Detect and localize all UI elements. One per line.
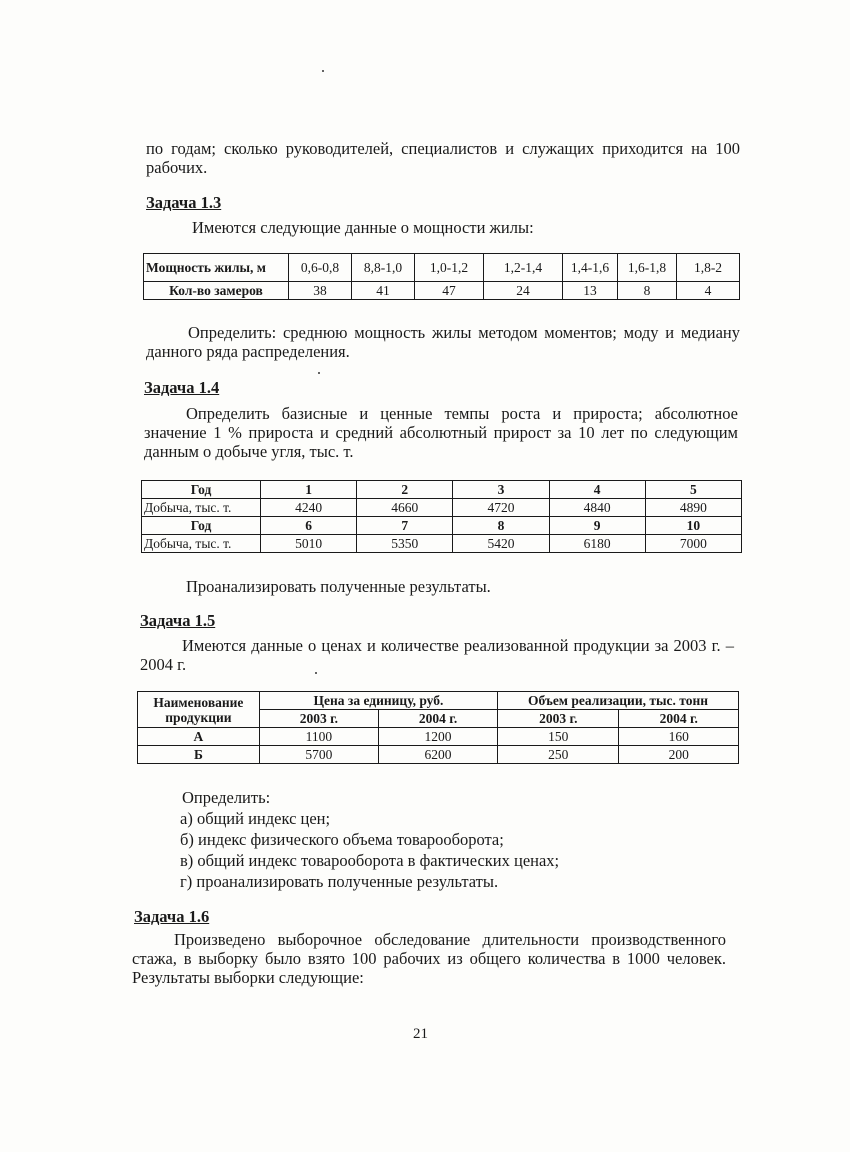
task-1-4-conclusion: Проанализировать полученные результаты. [186, 577, 491, 596]
table-row [142, 517, 742, 535]
volume-cell: 200 [619, 746, 739, 764]
year-cell: 2 [357, 481, 453, 499]
task-1-5-text: Имеются данные о ценах и количестве реализованной продукции за 2003 г. – 2004 г. [140, 636, 734, 674]
list-item: а) общий индекс цен; [180, 809, 331, 828]
volume-cell: 250 [498, 746, 619, 764]
task-1-4-heading: Задача 1.4 [144, 378, 220, 397]
scan-speck [322, 70, 324, 72]
output-cell: 5420 [453, 535, 549, 553]
year-header: 2004 г. [619, 710, 739, 728]
year-cell: 3 [453, 481, 549, 499]
scan-speck [318, 372, 320, 374]
output-cell: 5010 [261, 535, 357, 553]
task-1-3-heading: Задача 1.3 [146, 193, 222, 212]
year-label: Год [142, 481, 261, 499]
table-row [142, 535, 742, 553]
year-header: 2003 г. [259, 710, 378, 728]
row-label: Кол-во замеров [144, 282, 289, 300]
vein-thickness-table [143, 253, 740, 300]
interval-cell: 1,4-1,6 [563, 254, 618, 282]
year-header: 2004 г. [378, 710, 497, 728]
volume-cell: 150 [498, 728, 619, 746]
table-row [144, 254, 740, 282]
output-cell: 4660 [357, 499, 453, 517]
interval-cell: 1,8-2 [677, 254, 740, 282]
count-cell: 24 [484, 282, 563, 300]
volume-cell: 160 [619, 728, 739, 746]
product-header: Наименование продукции [138, 692, 260, 728]
output-cell: 4240 [261, 499, 357, 517]
task-1-5-heading: Задача 1.5 [140, 611, 216, 630]
price-cell: 1200 [378, 728, 497, 746]
table-row [144, 282, 740, 300]
output-label: Добыча, тыс. т. [142, 535, 261, 553]
interval-cell: 1,0-1,2 [415, 254, 484, 282]
list-item: б) индекс физического объема товарооборота; [180, 830, 504, 849]
output-cell: 6180 [549, 535, 645, 553]
task-1-3-text: Имеются следующие данные о мощности жилы: [192, 218, 534, 237]
price-cell: 6200 [378, 746, 497, 764]
price-cell: 1100 [259, 728, 378, 746]
product-name: А [138, 728, 260, 746]
sales-table [137, 691, 739, 764]
year-cell: 6 [261, 517, 357, 535]
table-row [142, 499, 742, 517]
output-cell: 4890 [645, 499, 741, 517]
year-cell: 9 [549, 517, 645, 535]
coal-output-table [141, 480, 742, 553]
output-label: Добыча, тыс. т. [142, 499, 261, 517]
page-number: 21 [413, 1026, 428, 1042]
output-cell: 4720 [453, 499, 549, 517]
count-cell: 38 [289, 282, 352, 300]
volume-header: Объем реализации, тыс. тонн [498, 692, 739, 710]
year-header: 2003 г. [498, 710, 619, 728]
output-cell: 4840 [549, 499, 645, 517]
intro-paragraph: по годам; сколько руководителей, специалистов и служащих приходится на 100 рабочих. [146, 139, 740, 177]
count-cell: 8 [618, 282, 677, 300]
count-cell: 4 [677, 282, 740, 300]
year-cell: 8 [453, 517, 549, 535]
price-header: Цена за единицу, руб. [259, 692, 497, 710]
year-cell: 10 [645, 517, 741, 535]
task-1-6-heading: Задача 1.6 [134, 907, 210, 926]
interval-cell: 1,2-1,4 [484, 254, 563, 282]
table-row [138, 746, 739, 764]
task-1-6-text: Произведено выборочное обследование длительности производственного стажа, в выборку было взято 100 рабочих из общего количества в 1000 человек. Результаты выборки следующие: [132, 930, 726, 987]
table-row [138, 692, 739, 710]
list-item: г) проанализировать полученные результаты. [180, 872, 499, 891]
list-item: в) общий индекс товарооборота в фактических ценах; [180, 851, 560, 870]
task-1-5-items [180, 808, 774, 892]
interval-cell: 1,6-1,8 [618, 254, 677, 282]
table-row [138, 728, 739, 746]
count-cell: 41 [352, 282, 415, 300]
price-cell: 5700 [259, 746, 378, 764]
year-cell: 4 [549, 481, 645, 499]
output-cell: 7000 [645, 535, 741, 553]
table-row [142, 481, 742, 499]
task-1-5-define-label: Определить: [182, 788, 271, 807]
count-cell: 47 [415, 282, 484, 300]
year-cell: 7 [357, 517, 453, 535]
year-cell: 1 [261, 481, 357, 499]
count-cell: 13 [563, 282, 618, 300]
interval-cell: 8,8-1,0 [352, 254, 415, 282]
task-1-3-question: Определить: среднюю мощность жилы методом моментов; моду и медиану данного ряда распределения. [146, 323, 740, 361]
row-label: Мощность жилы, м [144, 254, 289, 282]
output-cell: 5350 [357, 535, 453, 553]
year-label: Год [142, 517, 261, 535]
year-cell: 5 [645, 481, 741, 499]
task-1-4-text: Определить базисные и ценные темпы роста и прироста; абсолютное значение 1 % прироста и средний абсолютный прирост за 10 лет по следующим данным о добыче угля, тыс. т. [144, 404, 738, 461]
interval-cell: 0,6-0,8 [289, 254, 352, 282]
product-name: Б [138, 746, 260, 764]
